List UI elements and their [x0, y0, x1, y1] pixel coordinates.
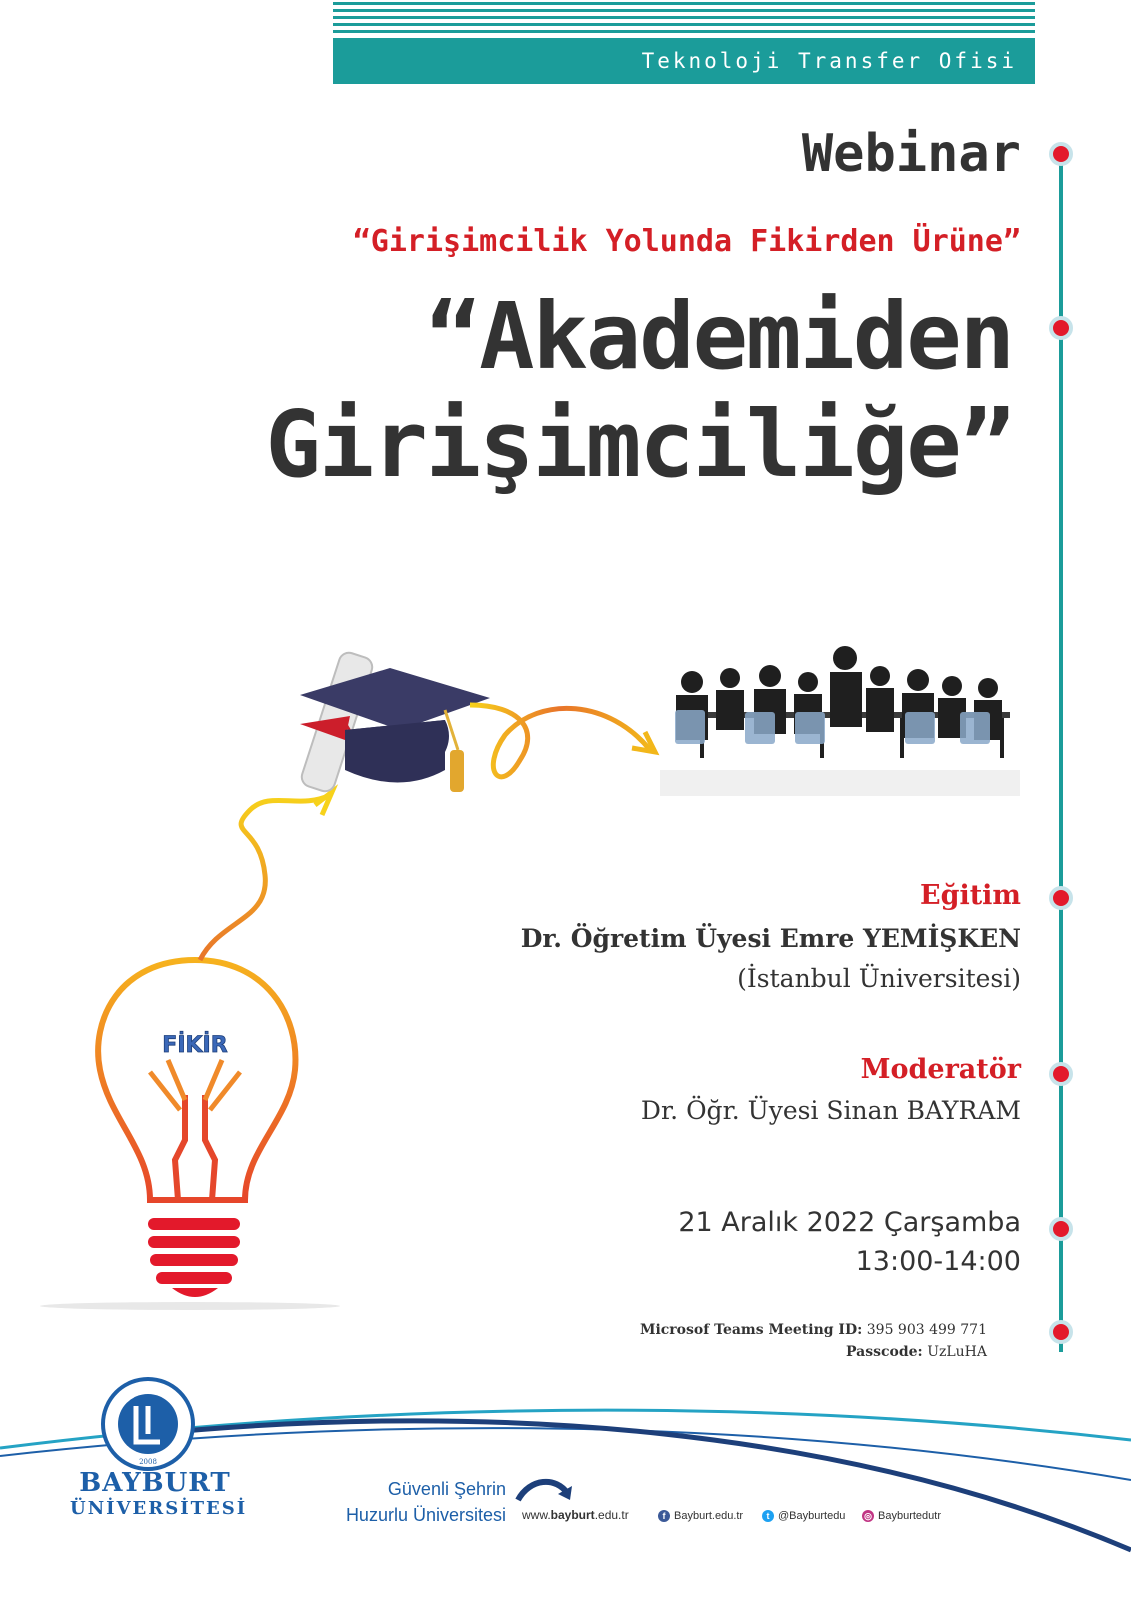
graduation-cap-icon [299, 650, 490, 794]
facebook-icon: f [658, 1510, 670, 1522]
training-label: Eğitim [919, 880, 1021, 911]
university-slogan [336, 1476, 506, 1528]
facebook-handle: Bayburt.edu.tr [674, 1510, 744, 1522]
moderator-label: Moderatör [860, 1054, 1021, 1085]
twitter-link[interactable] [762, 1510, 845, 1522]
website-bold: bayburt [550, 1508, 595, 1522]
instagram-link[interactable] [862, 1510, 941, 1522]
event-subtitle: “Girişimcilik Yolunda Fikirden Ürüne” [352, 224, 1021, 259]
event-date: 21 Aralık 2022 Çarşamba [678, 1207, 1021, 1238]
arrowhead [315, 792, 332, 815]
timeline-dot [1049, 1217, 1073, 1241]
twitter-handle: @Bayburtedu [778, 1510, 846, 1522]
university-seal-logo [100, 1376, 196, 1472]
timeline-dot [1049, 142, 1073, 166]
meeting-reflection [660, 770, 1020, 796]
university-name-line2: ÜNİVERSİTESİ [70, 1498, 248, 1519]
bulb-fikir-text: FİKİR [162, 1033, 228, 1058]
instagram-handle: Bayburtedutr [878, 1510, 941, 1522]
stripe [333, 2, 1035, 5]
university-name-line1: BAYBURT [79, 1468, 231, 1498]
webinar-heading: Webinar [801, 124, 1021, 184]
slogan-line1: Güvenli Şehrin [387, 1479, 506, 1499]
passcode-line [846, 1344, 987, 1360]
main-title-line1: “Akademiden [425, 283, 1013, 390]
stripe [333, 9, 1035, 12]
arrow-bulb-to-cap [200, 795, 330, 960]
slogan-arrow-icon [512, 1474, 576, 1508]
meeting-id-value: 395 903 499 771 [866, 1322, 987, 1338]
twitter-icon: t [762, 1510, 774, 1522]
university-name [70, 1468, 248, 1519]
stripe [333, 23, 1035, 26]
arrow-cap-to-meeting [470, 705, 650, 777]
timeline-dot [1049, 886, 1073, 910]
website-link[interactable] [522, 1508, 629, 1522]
meeting-id-label: Microsof Teams Meeting ID: [639, 1322, 863, 1338]
office-banner: Teknoloji Transfer Ofisi [333, 38, 1035, 84]
website-suffix: .edu.tr [594, 1508, 629, 1522]
instagram-icon: ◎ [862, 1510, 874, 1522]
seal-year: 2008 [139, 1458, 157, 1466]
stripe [333, 30, 1035, 33]
stripe [333, 16, 1035, 19]
slogan-line2: Huzurlu Üniversitesi [345, 1505, 506, 1525]
timeline-dot [1049, 316, 1073, 340]
moderator-name: Dr. Öğr. Üyesi Sinan BAYRAM [640, 1096, 1021, 1125]
timeline-dot [1049, 1062, 1073, 1086]
main-title-line2: Girişimciliğe” [265, 391, 1013, 498]
event-time: 13:00-14:00 [855, 1246, 1021, 1277]
passcode-label: Passcode: [846, 1344, 923, 1360]
passcode-value: UzLuHA [927, 1344, 987, 1360]
meeting-id-line [640, 1322, 987, 1338]
bulb-shadow [40, 1302, 340, 1310]
training-affiliation: (İstanbul Üniversitesi) [737, 964, 1021, 993]
business-meeting-silhouette [676, 646, 1010, 758]
lightbulb-icon [98, 960, 295, 1297]
header-stripes [333, 0, 1035, 38]
timeline-dot [1049, 1320, 1073, 1344]
website-prefix: www. [522, 1508, 551, 1522]
training-speaker: Dr. Öğretim Üyesi Emre YEMİŞKEN [520, 924, 1021, 953]
facebook-link[interactable] [658, 1510, 743, 1522]
